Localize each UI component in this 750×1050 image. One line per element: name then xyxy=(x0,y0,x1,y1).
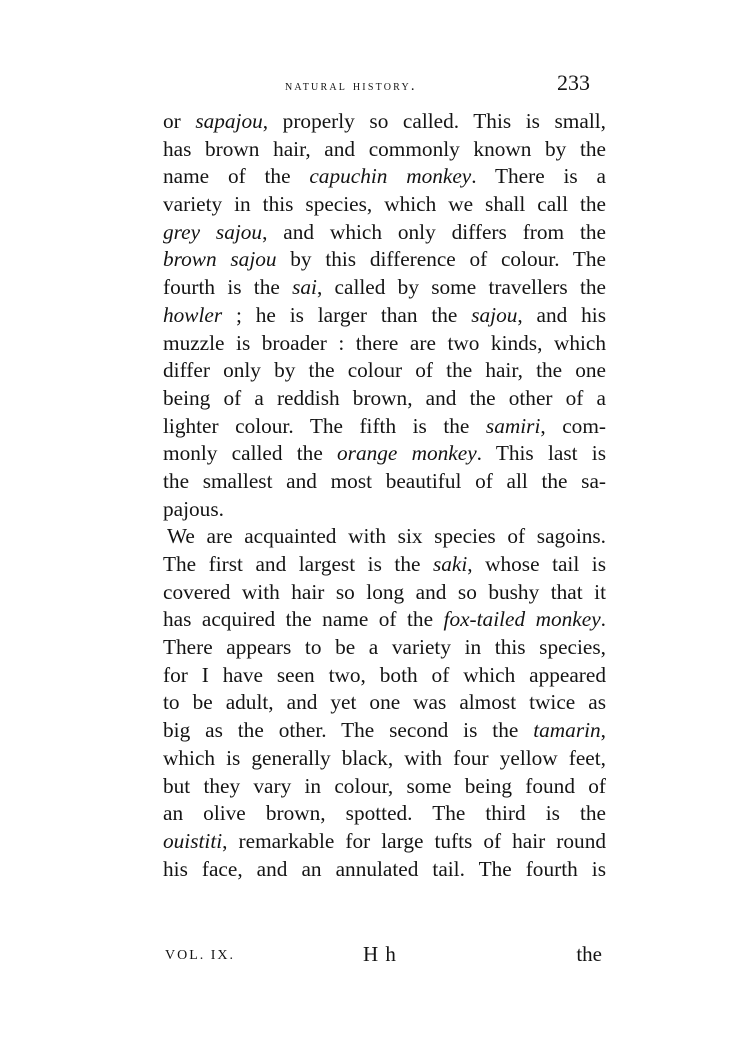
text-segment: , whose tail is xyxy=(467,552,607,576)
text-line xyxy=(163,246,606,274)
text-segment: . This last is xyxy=(476,441,606,466)
italic-term: orange monkey xyxy=(337,441,477,466)
text-line xyxy=(163,523,606,551)
italic-term: sapajou xyxy=(195,109,263,133)
body-text xyxy=(163,108,606,883)
italic-term: samiri xyxy=(485,413,541,438)
italic-term: brown sajou xyxy=(163,247,277,272)
text-line xyxy=(163,108,606,136)
text-segment: to be adult, and yet one was almost twice as xyxy=(163,690,606,715)
text-segment: has acquired the name of the xyxy=(163,607,444,632)
text-line xyxy=(163,800,606,828)
text-line xyxy=(163,385,606,413)
italic-term: saki xyxy=(432,552,468,576)
running-title: natural history. xyxy=(285,78,417,94)
italic-term: sai xyxy=(292,275,317,300)
text-segment: , and which only differs from the xyxy=(262,219,606,244)
text-line xyxy=(163,440,606,468)
text-line xyxy=(163,274,606,302)
running-head xyxy=(160,70,600,100)
text-segment: . There is a xyxy=(471,164,606,189)
text-line xyxy=(163,551,606,579)
text-segment: . xyxy=(600,607,606,632)
text-line xyxy=(163,579,606,607)
text-segment: but they vary in colour, some being found of xyxy=(163,773,606,798)
text-segment: fourth is the xyxy=(163,275,293,300)
text-segment: The first and largest is the xyxy=(163,552,433,576)
text-line xyxy=(163,773,606,801)
text-segment: pajous. xyxy=(163,496,224,521)
italic-term: capuchin monkey xyxy=(309,164,472,189)
text-line xyxy=(163,606,606,634)
text-line xyxy=(163,662,606,690)
text-segment: has brown hair, and commonly known by the xyxy=(163,136,606,161)
text-segment: , remarkable for large tufts of hair round xyxy=(222,828,606,853)
text-line xyxy=(163,468,606,496)
text-segment: his face, and an annulated tail. The fourth is xyxy=(163,856,606,881)
text-line xyxy=(163,745,606,773)
text-segment: We are acquainted with six species of sagoins. xyxy=(167,524,606,549)
text-segment: being of a reddish brown, and the other of a xyxy=(163,385,606,410)
volume-signature: VOL. IX. xyxy=(165,948,236,963)
text-segment: for I have seen two, both of which appeared xyxy=(163,662,606,687)
text-segment: , properly so called. This is small, xyxy=(262,109,606,133)
italic-term: sajou xyxy=(471,302,518,327)
text-line xyxy=(163,828,606,856)
text-segment: covered with hair so long and so bushy that it xyxy=(163,579,606,604)
text-segment: name of the xyxy=(163,164,310,189)
text-line xyxy=(163,191,606,219)
text-line xyxy=(163,357,606,385)
text-line xyxy=(163,496,606,524)
text-segment: , xyxy=(600,718,606,743)
text-segment: which is generally black, with four yellow feet, xyxy=(163,745,606,770)
italic-term: howler xyxy=(163,302,223,327)
text-segment: ; he is larger than the xyxy=(222,302,472,327)
text-line xyxy=(163,219,606,247)
catchword: the xyxy=(576,942,602,966)
text-segment: big as the other. The second is the xyxy=(163,718,534,743)
italic-term: fox-tailed monkey xyxy=(443,607,601,632)
text-segment: monly called the xyxy=(163,441,338,466)
text-segment: muzzle is broader : there are two kinds, which xyxy=(163,330,606,355)
text-segment: or xyxy=(163,109,196,133)
text-line xyxy=(163,856,606,884)
text-line xyxy=(163,163,606,191)
text-segment: There appears to be a variety in this species, xyxy=(163,635,606,660)
text-line xyxy=(163,717,606,745)
italic-term: grey sajou xyxy=(163,219,263,244)
italic-term: ouistiti xyxy=(163,828,223,853)
text-line xyxy=(163,330,606,358)
text-line xyxy=(163,634,606,662)
text-line xyxy=(163,302,606,330)
text-segment: , and his xyxy=(517,302,606,327)
page-footer xyxy=(163,942,606,972)
text-segment: lighter colour. The fifth is the xyxy=(163,413,486,438)
text-segment: , called by some travellers the xyxy=(316,275,606,300)
italic-term: tamarin xyxy=(533,718,601,743)
text-segment: differ only by the colour of the hair, the one xyxy=(163,358,606,383)
text-line xyxy=(163,689,606,717)
text-segment: an olive brown, spotted. The third is the xyxy=(163,801,606,826)
text-segment: the smallest and most beautiful of all the sa- xyxy=(163,468,606,493)
text-segment: , com- xyxy=(540,413,606,438)
page-number: 233 xyxy=(557,70,590,95)
signature-mark: H h xyxy=(363,942,397,966)
text-segment: variety in this species, which we shall call the xyxy=(163,192,606,217)
text-line xyxy=(163,136,606,164)
text-line xyxy=(163,413,606,441)
text-segment: by this difference of colour. The xyxy=(276,247,607,272)
